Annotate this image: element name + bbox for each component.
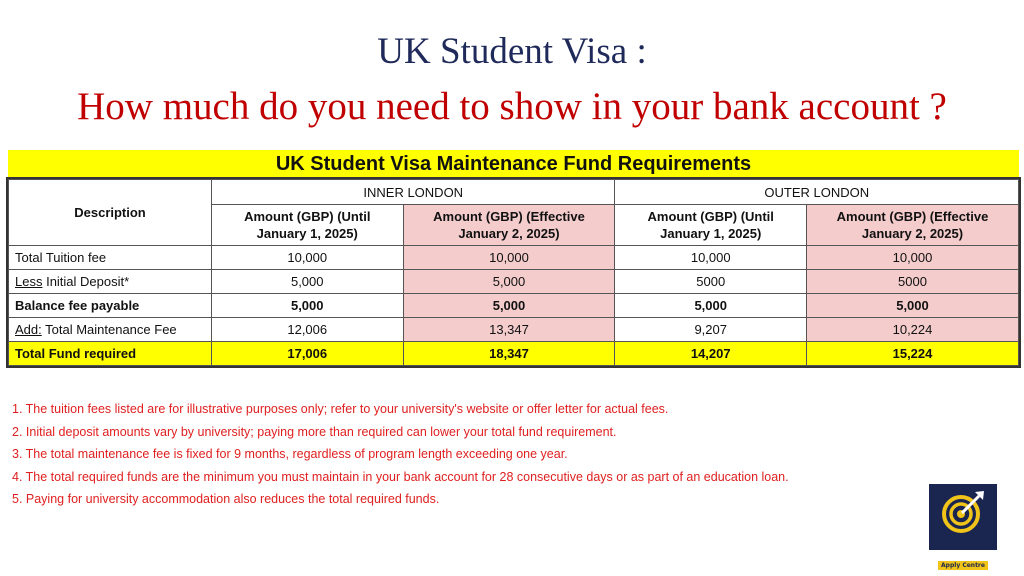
- cell-inner-effective: 5,000: [403, 270, 615, 294]
- cell-inner-until: 10,000: [212, 246, 404, 270]
- fund-requirements-table: [8, 179, 1019, 366]
- subheader-inner-effective: Amount (GBP) (Effective January 2, 2025): [403, 205, 615, 246]
- table-row: [9, 294, 1019, 318]
- subheader-outer-effective: Amount (GBP) (Effective January 2, 2025): [806, 205, 1018, 246]
- footnote: 2. Initial deposit amounts vary by university; paying more than required can lower your total fund requirement.: [12, 424, 617, 439]
- cell-outer-until: 5000: [615, 270, 807, 294]
- table-row-total: [9, 342, 1019, 366]
- cell-inner-until: 5,000: [212, 270, 404, 294]
- table-row: [9, 270, 1019, 294]
- row-prefix: Less: [15, 274, 43, 289]
- row-label: Balance fee payable: [9, 294, 212, 318]
- row-label: Less Initial Deposit*: [9, 270, 212, 294]
- cell-inner-effective: 5,000: [403, 294, 615, 318]
- cell-inner-effective: 10,000: [403, 246, 615, 270]
- cell-outer-effective: 15,224: [806, 342, 1018, 366]
- table-banner: UK Student Visa Maintenance Fund Requirements: [8, 150, 1019, 178]
- row-prefix: Add:: [15, 322, 42, 337]
- footnote: 4. The total required funds are the minimum you must maintain in your bank account for 28 consecutive days or as part of an education loan.: [12, 469, 789, 484]
- cell-outer-effective: 5000: [806, 270, 1018, 294]
- table-row: [9, 246, 1019, 270]
- cell-outer-effective: 5,000: [806, 294, 1018, 318]
- table-row: [9, 318, 1019, 342]
- footnote: 1. The tuition fees listed are for illustrative purposes only; refer to your university's website or offer letter for actual fees.: [12, 402, 669, 416]
- cell-outer-until: 10,000: [615, 246, 807, 270]
- description-header: Description: [9, 180, 212, 246]
- apply-centre-logo: [929, 484, 997, 550]
- cell-inner-until: 17,006: [212, 342, 404, 366]
- footnote: 3. The total maintenance fee is fixed for 9 months, regardless of program length exceeding one year.: [12, 447, 568, 461]
- target-arrow-icon: [929, 484, 997, 540]
- cell-inner-until: 5,000: [212, 294, 404, 318]
- row-label: Total Fund required: [9, 342, 212, 366]
- outer-london-header: OUTER LONDON: [615, 180, 1019, 205]
- cell-outer-until: 9,207: [615, 318, 807, 342]
- page-title: UK Student Visa :: [377, 31, 647, 72]
- logo-caption: Apply Centre: [938, 561, 988, 570]
- footnote: 5. Paying for university accommodation also reduces the total required funds.: [12, 492, 440, 506]
- subheader-inner-until: Amount (GBP) (Until January 1, 2025): [212, 205, 404, 246]
- cell-outer-until: 14,207: [615, 342, 807, 366]
- subheader-outer-until: Amount (GBP) (Until January 1, 2025): [615, 205, 807, 246]
- row-label: Total Tuition fee: [9, 246, 212, 270]
- page-subtitle: How much do you need to show in your bank account ?: [77, 85, 947, 128]
- footnotes: [12, 398, 789, 511]
- cell-outer-effective: 10,000: [806, 246, 1018, 270]
- cell-inner-effective: 18,347: [403, 342, 615, 366]
- row-label: Add: Total Maintenance Fee: [9, 318, 212, 342]
- cell-inner-effective: 13,347: [403, 318, 615, 342]
- cell-outer-until: 5,000: [615, 294, 807, 318]
- cell-inner-until: 12,006: [212, 318, 404, 342]
- cell-outer-effective: 10,224: [806, 318, 1018, 342]
- inner-london-header: INNER LONDON: [212, 180, 615, 205]
